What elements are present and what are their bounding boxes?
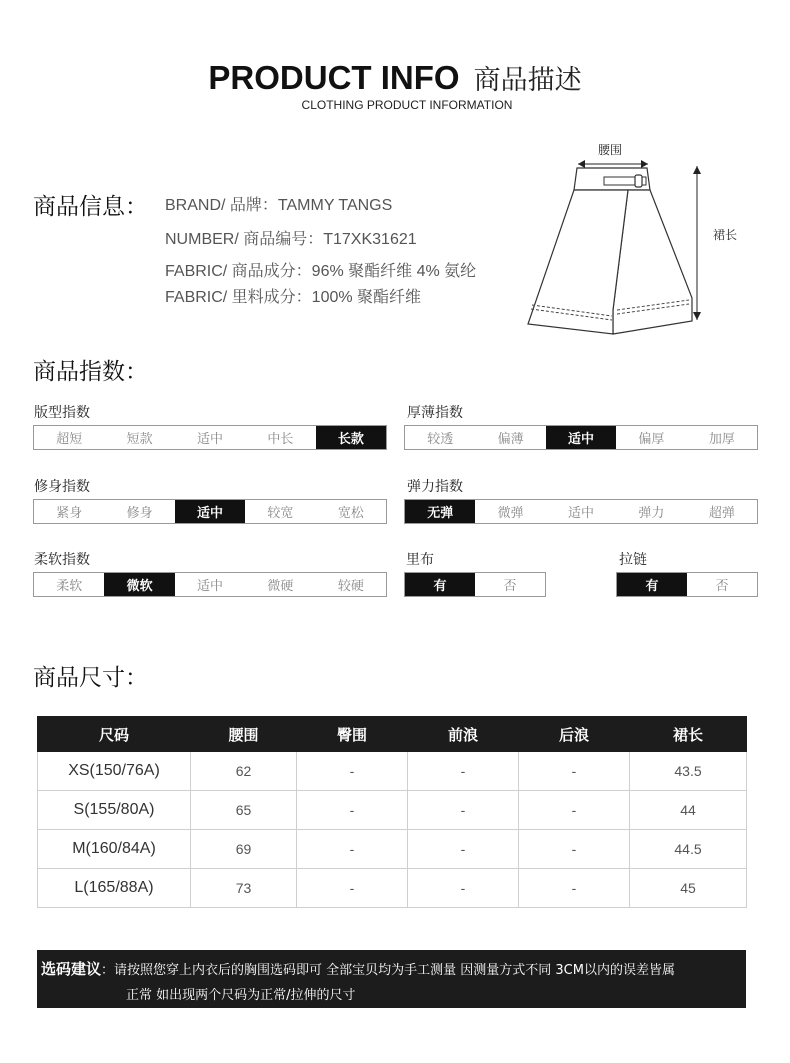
scale-option: 较宽 — [267, 506, 294, 521]
waist-cell: 73 — [191, 869, 297, 908]
advice-label: 选码建议 — [41, 960, 102, 978]
softness-index-scale — [33, 572, 387, 597]
front-rise-cell: - — [408, 830, 519, 869]
scale-option-selected: 微软 — [104, 573, 174, 596]
fit-index-label: 修身指数 — [34, 479, 90, 495]
column-header: 裙长 — [630, 717, 747, 752]
hip-cell: - — [297, 752, 408, 791]
scale-option: 较透 — [427, 432, 454, 447]
length-cell: 44.5 — [630, 830, 747, 869]
back-rise-cell: - — [519, 830, 630, 869]
back-rise-cell: - — [519, 752, 630, 791]
hip-cell: - — [297, 830, 408, 869]
scale-option: 超弹 — [708, 506, 735, 521]
scale-option: 中长 — [267, 432, 294, 447]
table-row — [38, 752, 747, 791]
brand-line: BRAND/ 品牌：TAMMY TANGS — [165, 197, 393, 214]
column-header: 后浪 — [519, 717, 630, 752]
scale-option: 修身 — [126, 506, 153, 521]
product-info-heading: 商品信息： — [33, 194, 148, 220]
scale-option: 紧身 — [56, 506, 83, 521]
softness-index-label: 柔软指数 — [34, 552, 90, 568]
scale-option: 加厚 — [708, 432, 735, 447]
page-subtitle: CLOTHING PRODUCT INFORMATION — [301, 98, 513, 112]
column-header: 臀围 — [297, 717, 408, 752]
scale-option: 偏薄 — [497, 432, 524, 447]
front-rise-cell: - — [408, 791, 519, 830]
version-index-scale — [33, 425, 387, 450]
lining-fabric-line: FABRIC/ 里料成分：100% 聚酯纤维 — [165, 289, 422, 306]
scale-option: 适中 — [197, 579, 224, 594]
elastic-index-label: 弹力指数 — [407, 479, 463, 495]
table-header-row — [38, 717, 747, 752]
scale-option: 偏厚 — [638, 432, 665, 447]
waist-label: 腰围 — [598, 143, 623, 157]
fit-index-scale — [33, 499, 387, 524]
thickness-index-scale — [404, 425, 758, 450]
title-english: PRODUCT INFO — [208, 59, 460, 96]
advice-text-2: 正常 如出现两个尺码为正常/拉伸的尺寸 — [126, 988, 356, 1003]
hip-cell: - — [297, 869, 408, 908]
zipper-scale — [616, 572, 758, 597]
scale-option-selected: 适中 — [546, 426, 616, 449]
thickness-index-label: 厚薄指数 — [407, 405, 463, 421]
scale-option: 宽松 — [337, 506, 364, 521]
zipper-label: 拉链 — [619, 552, 647, 568]
waist-cell: 62 — [191, 752, 297, 791]
indices-heading: 商品指数： — [33, 359, 148, 385]
skirt-diagram — [520, 138, 760, 343]
column-header: 前浪 — [408, 717, 519, 752]
scale-option: 柔软 — [56, 579, 83, 594]
page-title — [0, 58, 790, 97]
size-heading: 商品尺寸： — [33, 665, 148, 691]
size-cell: M(160/84A) — [38, 830, 191, 869]
lining-scale — [404, 572, 546, 597]
lining-label: 里布 — [406, 552, 434, 568]
scale-option-selected: 适中 — [175, 500, 245, 523]
table-row — [38, 791, 747, 830]
scale-option-selected: 有 — [405, 573, 475, 596]
title-chinese: 商品描述 — [473, 65, 582, 96]
column-header: 尺码 — [38, 717, 191, 752]
front-rise-cell: - — [408, 869, 519, 908]
table-row — [38, 830, 747, 869]
size-cell: S(155/80A) — [38, 791, 191, 830]
size-cell: XS(150/76A) — [38, 752, 191, 791]
scale-option: 弹力 — [638, 506, 665, 521]
scale-option: 微硬 — [267, 579, 294, 594]
size-cell: L(165/88A) — [38, 869, 191, 908]
scale-option-selected: 长款 — [316, 426, 386, 449]
elastic-index-scale — [404, 499, 758, 524]
advice-line-1 — [41, 958, 675, 979]
length-label: 裙长 — [713, 228, 738, 242]
scale-option: 适中 — [197, 432, 224, 447]
version-index-label: 版型指数 — [34, 405, 90, 421]
waist-cell: 69 — [191, 830, 297, 869]
size-table — [37, 716, 747, 908]
scale-option: 短款 — [126, 432, 153, 447]
advice-text-1: ：请按照您穿上内衣后的胸围选码即可 全部宝贝均为手工测量 因测量方式不同 3CM以内的误差皆属 — [101, 963, 675, 978]
scale-option: 适中 — [568, 506, 595, 521]
length-cell: 45 — [630, 869, 747, 908]
hip-cell: - — [297, 791, 408, 830]
waist-cell: 65 — [191, 791, 297, 830]
scale-option-selected: 有 — [617, 573, 687, 596]
size-advice-banner — [37, 950, 746, 1008]
scale-option: 较硬 — [337, 579, 364, 594]
column-header: 腰围 — [191, 717, 297, 752]
front-rise-cell: - — [408, 752, 519, 791]
back-rise-cell: - — [519, 869, 630, 908]
length-cell: 43.5 — [630, 752, 747, 791]
scale-option-selected: 无弹 — [405, 500, 475, 523]
length-cell: 44 — [630, 791, 747, 830]
table-row — [38, 869, 747, 908]
scale-option: 否 — [715, 579, 729, 594]
scale-option: 微弹 — [497, 506, 524, 521]
number-line: NUMBER/ 商品编号：T17XK31621 — [165, 231, 417, 248]
scale-option: 超短 — [56, 432, 83, 447]
scale-option: 否 — [503, 579, 517, 594]
back-rise-cell: - — [519, 791, 630, 830]
fabric-line: FABRIC/ 商品成分：96% 聚酯纤维 4% 氨纶 — [165, 263, 477, 280]
